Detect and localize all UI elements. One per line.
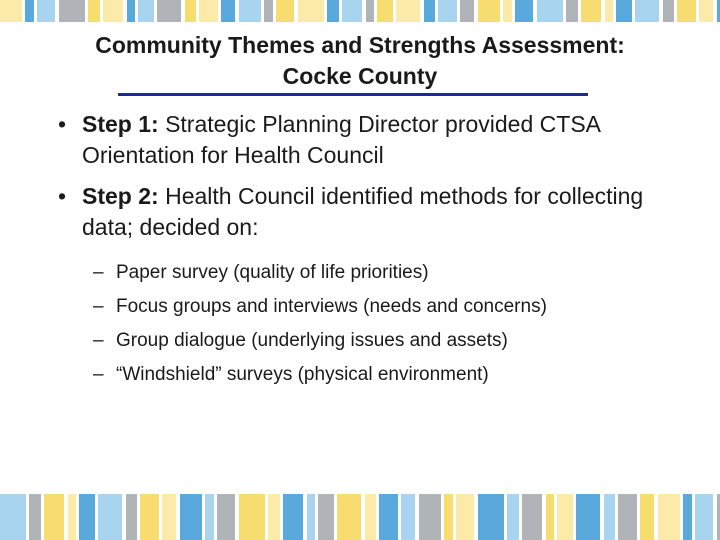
stripe-segment <box>663 0 674 22</box>
stripe-segment <box>0 494 26 540</box>
stripe-segment <box>546 494 554 540</box>
stripe-segment <box>221 0 235 22</box>
stripe-segment <box>239 0 261 22</box>
stripe-segment <box>503 0 512 22</box>
stripe-segment <box>25 0 34 22</box>
stripe-segment <box>162 494 176 540</box>
bullet-list <box>58 109 698 253</box>
stripe-segment <box>640 494 654 540</box>
stripe-segment <box>68 494 76 540</box>
stripe-segment <box>695 494 713 540</box>
stripe-segment <box>365 494 376 540</box>
stripe-segment <box>478 494 504 540</box>
stripe-segment <box>677 0 696 22</box>
stripe-segment <box>699 0 713 22</box>
stripe-segment <box>507 494 519 540</box>
stripe-segment <box>515 0 533 22</box>
stripe-segment <box>239 494 265 540</box>
slide-title-line1: Community Themes and Strengths Assessment: <box>95 32 625 58</box>
stripe-segment <box>264 0 273 22</box>
bullet-label: Step 1: <box>82 111 159 137</box>
bullet-item <box>58 109 698 171</box>
dash-marker: – <box>93 364 104 385</box>
stripe-segment <box>276 0 294 22</box>
stripe-segment <box>185 0 196 22</box>
stripe-segment <box>337 494 361 540</box>
stripe-segment <box>327 0 339 22</box>
sub-bullet-text: Focus groups and interviews (needs and concerns) <box>116 296 547 317</box>
stripe-segment <box>557 494 573 540</box>
sub-bullet-item <box>93 256 693 290</box>
slide-title-line2: Cocke County <box>282 63 438 89</box>
title-underline <box>118 93 588 96</box>
stripe-segment <box>576 494 600 540</box>
stripe-segment <box>566 0 578 22</box>
stripe-segment <box>478 0 500 22</box>
stripe-segment <box>126 494 137 540</box>
stripe-segment <box>605 0 613 22</box>
stripe-segment <box>342 0 362 22</box>
stripe-segment <box>377 0 393 22</box>
stripe-segment <box>44 494 64 540</box>
dash-marker: – <box>93 296 104 317</box>
stripe-segment <box>396 0 420 22</box>
stripe-segment <box>59 0 85 22</box>
sub-bullet-text: Paper survey (quality of life priorities) <box>116 262 429 283</box>
top-decorative-stripe <box>0 0 720 22</box>
stripe-segment <box>298 0 324 22</box>
stripe-segment <box>79 494 95 540</box>
bullet-text: Health Council identified methods for collecting data; decided on: <box>82 183 644 240</box>
stripe-segment <box>103 0 123 22</box>
stripe-segment <box>0 0 22 22</box>
stripe-segment <box>318 494 334 540</box>
sub-bullet-item <box>93 324 693 358</box>
stripe-segment <box>604 494 615 540</box>
stripe-segment <box>217 494 235 540</box>
sub-bullet-item <box>93 290 693 324</box>
stripe-segment <box>379 494 398 540</box>
sub-bullet-text: “Windshield” surveys (physical environment) <box>116 364 489 385</box>
stripe-segment <box>419 494 441 540</box>
stripe-segment <box>658 494 680 540</box>
stripe-segment <box>456 494 474 540</box>
stripe-segment <box>635 0 659 22</box>
stripe-segment <box>537 0 563 22</box>
stripe-segment <box>401 494 415 540</box>
bullet-text: Strategic Planning Director provided CTSA Orientation for Health Council <box>82 111 600 168</box>
bullet-dot: • <box>58 111 67 137</box>
stripe-segment <box>444 494 453 540</box>
stripe-segment <box>460 0 474 22</box>
stripe-segment <box>581 0 601 22</box>
stripe-segment <box>205 494 214 540</box>
sub-bullet-item <box>93 358 693 392</box>
stripe-segment <box>199 0 218 22</box>
sub-bullet-list <box>93 256 693 392</box>
stripe-segment <box>683 494 692 540</box>
stripe-segment <box>140 494 159 540</box>
stripe-segment <box>522 494 542 540</box>
bullet-label: Step 2: <box>82 183 159 209</box>
stripe-segment <box>180 494 202 540</box>
stripe-segment <box>29 494 41 540</box>
sub-bullet-text: Group dialogue (underlying issues and assets) <box>116 330 508 351</box>
dash-marker: – <box>93 330 104 351</box>
stripe-segment <box>616 0 632 22</box>
stripe-segment <box>138 0 154 22</box>
stripe-segment <box>438 0 457 22</box>
bullet-item <box>58 181 698 243</box>
stripe-segment <box>424 0 435 22</box>
stripe-segment <box>307 494 315 540</box>
bottom-decorative-stripe <box>0 494 720 540</box>
dash-marker: – <box>93 262 104 283</box>
stripe-segment <box>283 494 303 540</box>
stripe-segment <box>268 494 280 540</box>
stripe-segment <box>88 0 100 22</box>
stripe-segment <box>618 494 637 540</box>
stripe-segment <box>98 494 122 540</box>
stripe-segment <box>37 0 55 22</box>
stripe-segment <box>157 0 181 22</box>
slide-title <box>0 30 720 92</box>
stripe-segment <box>127 0 135 22</box>
bullet-dot: • <box>58 183 67 209</box>
stripe-segment <box>366 0 374 22</box>
